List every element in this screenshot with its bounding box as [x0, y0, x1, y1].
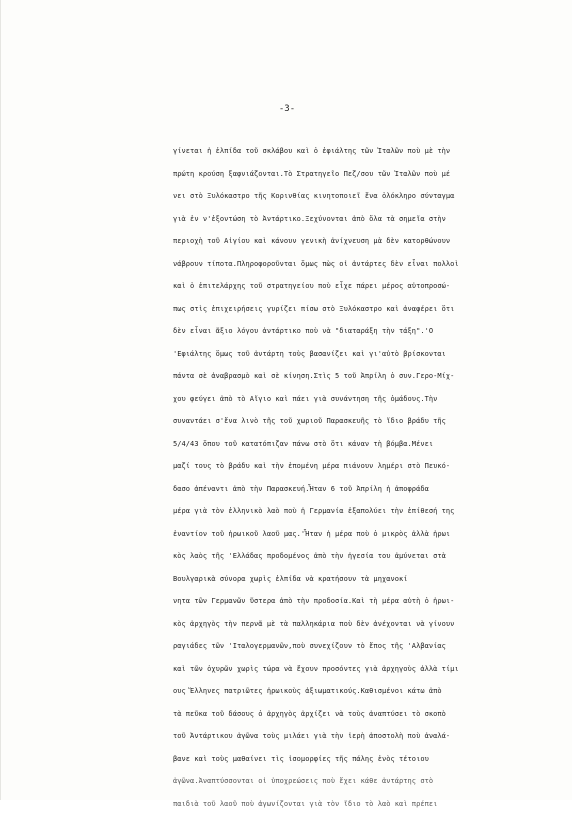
text-line: μαζί τους τὸ βράδυ καὶ τὴν ἑπομένη μέρα πιάνουν λημέρι στὸ Πευκό- [173, 455, 533, 478]
text-line: παιδιὰ τοῦ λαοῦ ποὺ ἀγωνίζονται γιὰ τὸν ἴδιο τὸ λαὸ καὶ πρέπει [173, 793, 533, 815]
text-line: καὶ ὁ ἐπιτελάρχης τοῦ στρατηγείου ποὺ εἶχε πάρει μέρος αὐτοπροσώ- [173, 275, 533, 298]
text-line: τὰ πεῦκα τοῦ δάσους ὁ ἀρχηγὸς ἀρχίζει νὰ τοὺς ἀναπτύσει τὸ σκοπὸ [173, 703, 533, 726]
text-line: γίνεται ἡ ἐλπίδα τοῦ σκλάβου καὶ ὁ ἐφιάλτης τῶν Ἰταλῶν ποὺ μὲ τὴν [173, 140, 533, 163]
text-line: νει στὸ Ξυλόκαστρο τῆς Κορινθίας κινητοποιεῖ ἕνα ὁλόκληρο σύνταγμα [173, 185, 533, 208]
text-line: 'Εφιάλτης ὅμως τοῦ ἀντάρτη τοὺς βασανίζει καὶ γι'αὐτὸ βρίσκονται [173, 343, 533, 366]
text-line: μέρα γιὰ τὸν ἑλληνικὸ λαὸ ποὺ ἡ Γερμανία ἐξαπολύει τὴν ἐπίθεσή της [173, 500, 533, 523]
text-line: ἐναντίον τοῦ ἡρωικοῦ λαοῦ μας.'Ἦταν ἡ μέρα ποὺ ὁ μικρὸς ἀλλὰ ἡρωι [173, 523, 533, 546]
typewritten-body-text [173, 140, 533, 815]
text-line: δασο ἀπέναντι ἀπὸ τὴν Παρασκευή.Ἦταν 6 τοῦ Ἀπρίλη ἡ ἀποφράδα [173, 478, 533, 501]
text-line: συναντάει σ'ἕνα λινὸ τῆς τοῦ χωριοῦ Παρασκευῆς τὸ ἴδιο βράδυ τῆς [173, 410, 533, 433]
text-line: κὸς λαὸς τῆς 'Ελλάδας προδομένος ἀπὸ τὴν ἡγεσία του ἀμύνεται στὰ [173, 545, 533, 568]
text-line: χου φεύγει ἀπὸ τὸ Αἴγιο καὶ πάει γιὰ συνάντηση τῆς ὁμάδους.Τὴν [173, 388, 533, 411]
text-line: Βουλγαρικὰ σύνορα χωρὶς ἐλπίδα νὰ κρατήσουν τὰ μηχανοκί [173, 568, 533, 591]
text-line: 5/4/43 ὅπου τοῦ κατατόπιζαν πάνω στὸ ὅτι κάναν τὴ βόμβα.Μένει [173, 433, 533, 456]
text-line: νάβρουν τίποτα.Πληροφοροῦνται ὅμως πὼς οἱ ἀντάρτες δὲν εἶναι πολλοὶ [173, 253, 533, 276]
text-line: πάντα σὲ ἀναβρασμὸ καὶ σὲ κίνηση.Στὶς 5 τοῦ Ἀπρίλη ὁ συν.Γερο-Μίχ- [173, 365, 533, 388]
text-line: νητα τῶν Γερμανῶν ὕστερα ἀπὸ τὴν προδοσία.Καὶ τὴ μέρα αὐτὴ ὁ ἡρωι- [173, 590, 533, 613]
text-line: καὶ τῶν ὀχυρῶν χωρὶς τώρα νὰ ἔχουν προσόντες γιὰ ἀρχηγοὺς ἀλλὰ τίμι [173, 658, 533, 681]
text-line: πρώτη κρούση ξαφνιάζονται.Τὸ Στρατηγεῖο Πεζ/σου τῶν Ἰταλῶν ποὺ μέ [173, 163, 533, 186]
text-line: δὲν εἶναι ἄξιο λόγου ἀντάρτικο ποὺ νὰ "διαταράξη τὴν τάξη".'Ο [173, 320, 533, 343]
page-number: -3- [1, 104, 572, 114]
text-line: γιὰ ἐν ν'ἐξοντώση τὸ Ἀντάρτικο.Ξεχύνονται ἀπὸ ὅλα τὰ σημεῖα στὴν [173, 208, 533, 231]
text-line: τοῦ Ἀντάρτικου ἀγῶνα τοὺς μιλάει γιὰ τὴν ἱερὴ ἀποστολὴ ποὺ ἀναλά- [173, 725, 533, 748]
text-line: κὸς ἀρχηγὸς τὴν περνᾶ μὲ τὰ παλληκάρια ποὺ δὲν ἀνέχονται νὰ γίνουν [173, 613, 533, 636]
text-line: περιοχὴ τοῦ Αἰγίου καὶ κάνουν γενικὴ ἀνίχνευση μὰ δὲν κατορθώνουν [173, 230, 533, 253]
text-line: ους Ἕλληνες πατριῶτες ἡρωικοὺς ἀξιωματικούς.Καθισμένοι κάτω ἀπὸ [173, 680, 533, 703]
text-line: ἀγῶνα.Ἀναπτύσσονται οἱ ὑποχρεώσεις ποὺ ἔχει κάθε ἀντάρτης στὸ [173, 770, 533, 793]
text-line: βανε καὶ τοὺς μαθαίνει τὶς ἰσομορφίες τῆς πάλης ἑνὸς τέτοιου [173, 748, 533, 771]
text-line: ραγιάδες τῶν 'Ιταλογερμανῶν,ποὺ συνεχίζουν τὸ ἔπος τῆς 'Αλβανίας [173, 635, 533, 658]
text-line: πως στὶς ἐπιχειρήσεις γυρίζει πίσω στὸ Ξυλόκαστρο καὶ ἀναφέρει ὅτι [173, 298, 533, 321]
